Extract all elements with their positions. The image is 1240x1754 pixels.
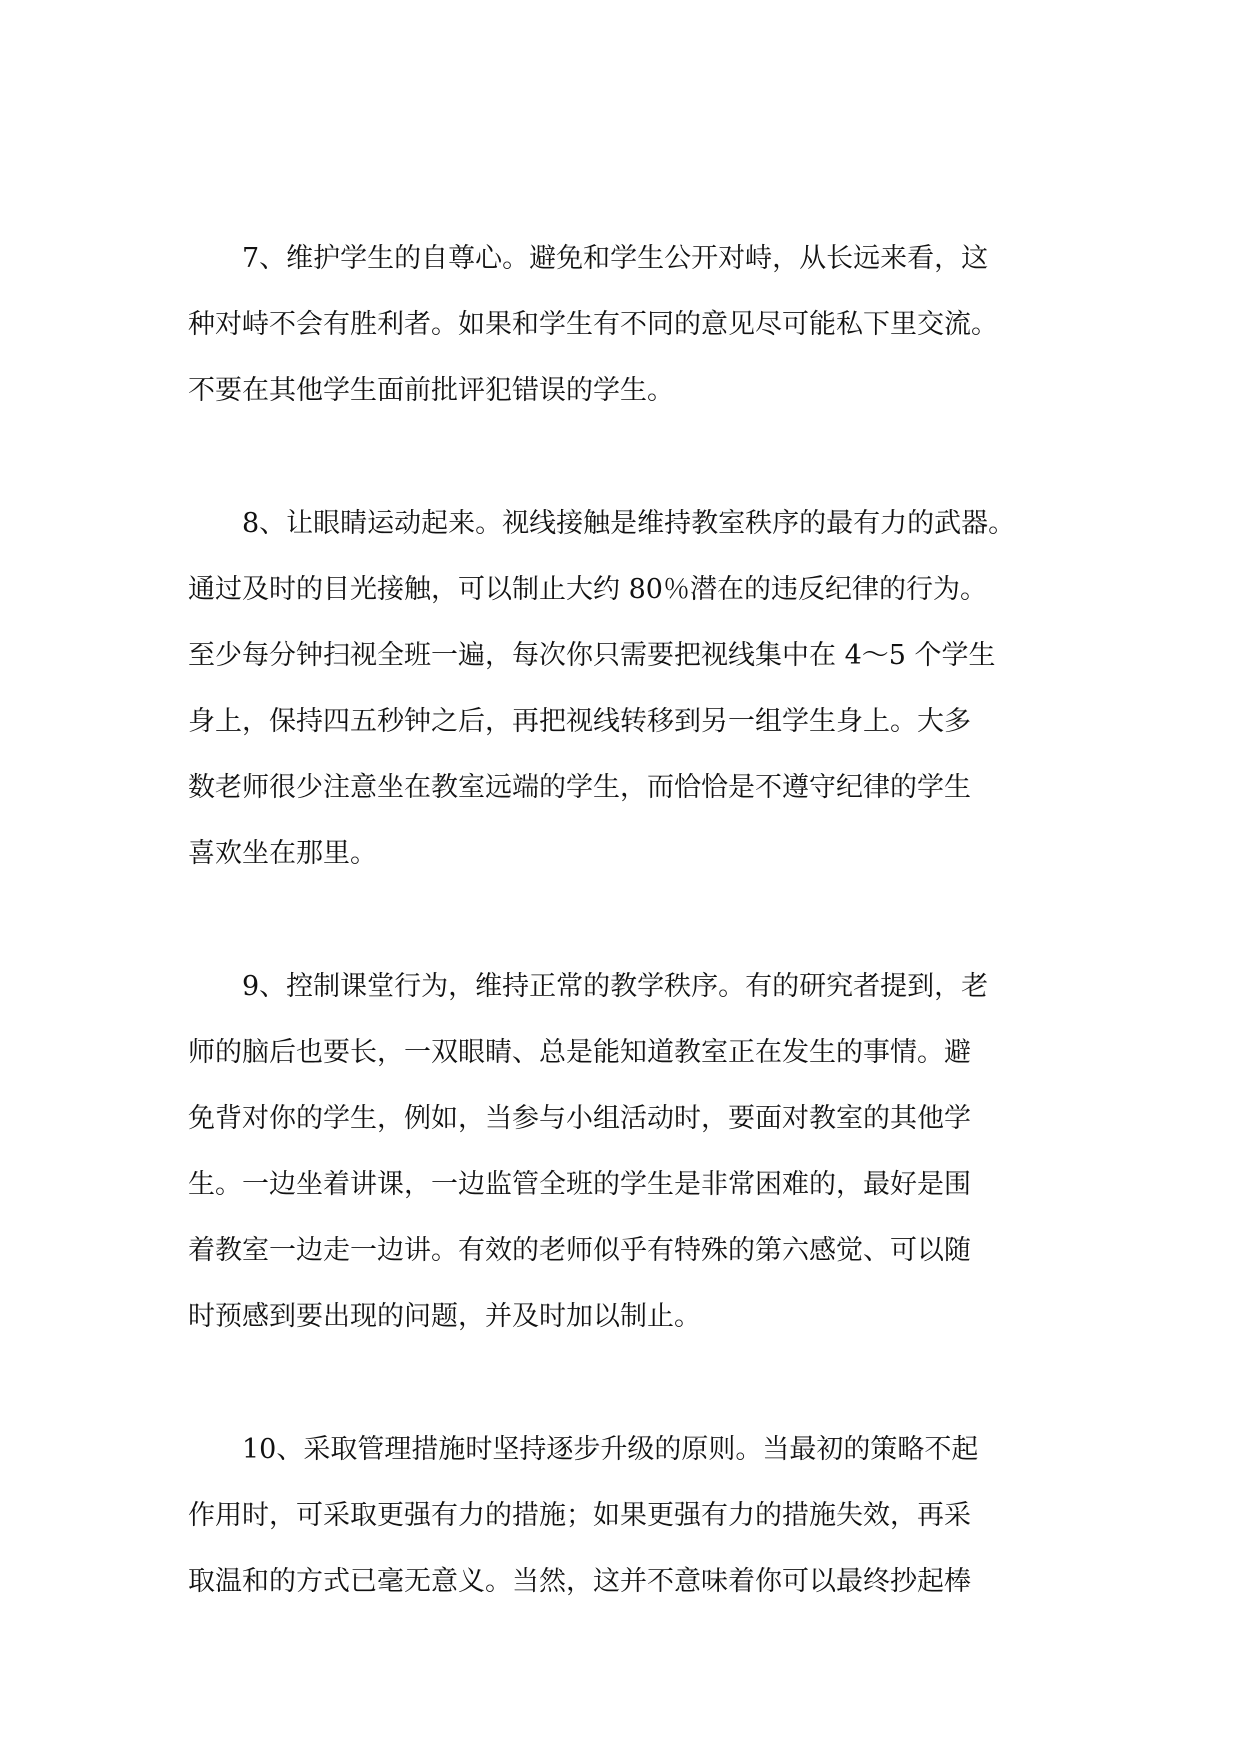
paragraph-line: 7、维护学生的自尊心。避免和学生公开对峙，从长远来看，这 <box>242 243 989 274</box>
paragraph-line: 不要在其他学生面前批评犯错误的学生。 <box>188 375 674 406</box>
paragraph-line: 免背对你的学生，例如，当参与小组活动时，要面对教室的其他学 <box>188 1103 971 1134</box>
paragraph-line: 时预感到要出现的问题，并及时加以制止。 <box>188 1301 701 1332</box>
paragraph-line: 作用时，可采取更强有力的措施；如果更强有力的措施失效，再采 <box>188 1500 971 1531</box>
paragraph-line: 着教室一边走一边讲。有效的老师似乎有特殊的第六感觉、可以随 <box>188 1235 971 1266</box>
paragraph-line: 取温和的方式已毫无意义。当然，这并不意味着你可以最终抄起棒 <box>188 1566 971 1597</box>
paragraph-line: 种对峙不会有胜利者。如果和学生有不同的意见尽可能私下里交流。 <box>188 309 998 340</box>
paragraph-line: 师的脑后也要长，一双眼睛、总是能知道教室正在发生的事情。避 <box>188 1037 971 1068</box>
paragraph-line: 数老师很少注意坐在教室远端的学生，而恰恰是不遵守纪律的学生 <box>188 772 971 803</box>
paragraph-line: 生。一边坐着讲课，一边监管全班的学生是非常困难的，最好是围 <box>188 1169 971 1200</box>
paragraph-line: 喜欢坐在那里。 <box>188 838 377 869</box>
paragraph-line: 至少每分钟扫视全班一遍，每次你只需要把视线集中在 4～5 个学生 <box>188 640 996 671</box>
paragraph-line: 8、让眼睛运动起来。视线接触是维持教室秩序的最有力的武器。 <box>242 508 1016 539</box>
document-body <box>188 226 1058 1682</box>
paragraph-line: 通过及时的目光接触，可以制止大约 80％潜在的违反纪律的行为。 <box>188 574 987 605</box>
paragraph-line: 身上，保持四五秒钟之后，再把视线转移到另一组学生身上。大多 <box>188 706 971 737</box>
paragraph-line: 9、控制课堂行为，维持正常的教学秩序。有的研究者提到，老 <box>242 971 989 1002</box>
paragraph-10 <box>188 1417 1058 1615</box>
paragraph-7 <box>188 226 1058 424</box>
paragraph-8 <box>188 491 1058 887</box>
paragraph-line: 10、采取管理措施时坚持逐步升级的原则。当最初的策略不起 <box>242 1434 979 1465</box>
paragraph-9 <box>188 954 1058 1350</box>
